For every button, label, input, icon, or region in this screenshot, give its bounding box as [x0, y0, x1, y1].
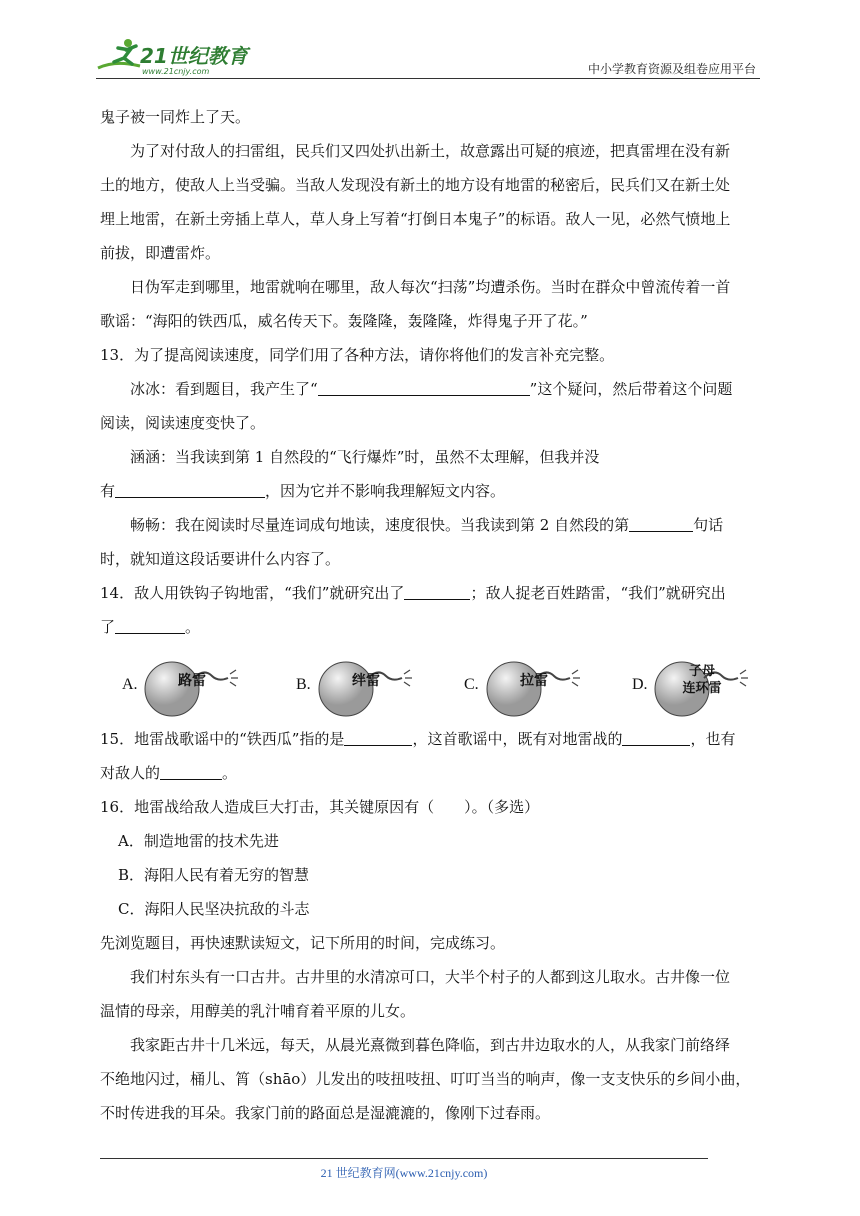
platform-name: 中小学教育资源及组卷应用平台: [587, 62, 756, 76]
option-c[interactable]: [464, 654, 614, 714]
paragraph-line: 不绝地闪过，桶儿、筲（shāo）儿发出的吱扭吱扭、叮叮当当的响声，像一支支快乐的乡间小曲，: [100, 1070, 751, 1088]
paragraph-line: 不时传进我的耳朵。我家门前的路面总是湿漉漉的，像刚下过春雨。: [100, 1104, 551, 1122]
choice-b[interactable]: B．海阳人民有着无穷的智慧: [118, 866, 310, 884]
mine-options-figure: [100, 648, 764, 722]
footer-link[interactable]: 21 世纪教育网(www.21cnjy.com): [320, 1166, 488, 1180]
option-letter: A.: [122, 676, 138, 693]
question-14-stem: [100, 576, 764, 610]
answer-text: 有: [100, 482, 116, 500]
paragraph: 为了对付敌人的扫雷组，民兵们又四处扒出新土，故意露出可疑的痕迹，把真雷埋在没有新: [130, 142, 731, 160]
site-logo: [96, 36, 266, 76]
answer-line-bingbing: [100, 372, 764, 406]
paragraph-line: 时，就知道这段话要讲什么内容了。: [100, 550, 341, 568]
page-header: [96, 34, 760, 80]
answer-blank[interactable]: [160, 759, 222, 780]
answer-text: ”这个疑问，然后带着这个问题: [529, 380, 733, 398]
answer-text: 。: [185, 618, 201, 636]
mine-icon: [142, 658, 272, 718]
option-label: 绊雷: [352, 673, 380, 689]
paragraph: 我家距古井十几米远，每天，从晨光熹微到暮色降临，到古井边取水的人，从我家门前络绎: [130, 1036, 731, 1054]
paragraph-line: 温情的母亲，用醇美的乳汁哺育着平原的儿女。: [100, 1002, 416, 1020]
paragraph-line: 前拔，即遭雷炸。: [100, 244, 221, 262]
answer-text: ；敌人捉老百姓踏雷，“我们”就研究出: [470, 584, 726, 602]
answer-line-hanhan-2: [100, 474, 764, 508]
choice-c[interactable]: C．海阳人民坚决抗敌的斗志: [118, 900, 310, 918]
mine-icon: [652, 658, 782, 718]
answer-line-changchang: [100, 508, 764, 542]
footer-divider: [100, 1158, 708, 1159]
answer-text: 。: [222, 764, 238, 782]
paragraph: 我们村东头有一口古井。古井里的水清凉可口，大半个村子的人都到这儿取水。古井像一位: [130, 968, 731, 986]
question-14-line-2: [100, 610, 764, 644]
answer-text: 对敌人的: [100, 764, 161, 782]
answer-blank[interactable]: [344, 725, 412, 746]
answer-blank[interactable]: [115, 477, 265, 498]
runner-logo-icon: [96, 36, 266, 76]
paragraph-line: 阅读，阅读速度变快了。: [100, 414, 266, 432]
paragraph-line: 歌谣：“海阳的铁西瓜，威名传天下。轰隆隆，轰隆隆，炸得鬼子开了花。”: [100, 312, 588, 330]
option-label-line: 连环雷: [682, 681, 722, 696]
question-16-stem: 16．地雷战给敌人造成巨大打击，其关键原因有（ ）。（多选）: [100, 798, 540, 816]
reading-instruction: 先浏览题目，再快速默读短文，记下所用的时间，完成练习。: [100, 934, 506, 952]
header-divider: [96, 78, 760, 79]
option-letter: B.: [296, 676, 311, 693]
answer-text: 句话: [693, 516, 724, 534]
option-b[interactable]: [296, 654, 446, 714]
answer-line-hanhan: 涵涵：当我读到第 1 自然段的“飞行爆炸”时，虽然不太理解，但我并没: [130, 448, 600, 466]
answer-text: 15．地雷战歌谣中的“铁西瓜”指的是: [100, 730, 345, 748]
svg-text:www.21cnjy.com: www.21cnjy.com: [142, 67, 210, 76]
option-a[interactable]: [122, 654, 272, 714]
option-label-line: 子母: [688, 664, 715, 679]
option-label: 路雷: [178, 673, 206, 689]
choice-a[interactable]: A．制造地雷的技术先进: [118, 832, 279, 850]
mine-icon: [484, 658, 614, 718]
answer-text: ，也有: [690, 730, 736, 748]
answer-text: ，因为它并不影响我理解短文内容。: [265, 482, 506, 500]
option-label: [674, 663, 730, 697]
question-13-stem: 13．为了提高阅读速度，同学们用了各种方法，请你将他们的发言补充完整。: [100, 346, 615, 364]
answer-text: 14．敌人用铁钩子钩地雷，“我们”就研究出了: [100, 584, 405, 602]
mine-icon: [316, 658, 446, 718]
answer-text: 冰冰：看到题目，我产生了“: [130, 380, 318, 398]
paragraph: 日伪军走到哪里，地雷就响在哪里，敌人每次“扫荡”均遭杀伤。当时在群众中曾流传着一首: [130, 278, 731, 296]
paragraph: 鬼子被一同炸上了天。: [100, 108, 251, 126]
answer-blank[interactable]: [115, 613, 185, 634]
answer-text: ，这首歌谣中，既有对地雷战的: [412, 730, 623, 748]
question-15-stem: [100, 722, 764, 756]
option-letter: D.: [632, 676, 648, 693]
answer-text: 畅畅：我在阅读时尽量连词成句地读，速度很快。当我读到第 2 自然段的第: [130, 516, 630, 534]
paragraph-line: 土的地方，使敌人上当受骗。当敌人发现没有新土的地方设有地雷的秘密后，民兵们又在新土处: [100, 176, 731, 194]
answer-blank[interactable]: [622, 725, 690, 746]
paragraph-line: 埋上地雷，在新土旁插上草人，草人身上写着“打倒日本鬼子”的标语。敌人一见，必然气愤地上: [100, 210, 731, 228]
answer-text: 了: [100, 618, 116, 636]
answer-blank[interactable]: [629, 511, 693, 532]
question-15-line-2: [100, 756, 764, 790]
option-label: 拉雷: [520, 673, 548, 689]
option-letter: C.: [464, 676, 479, 693]
document-body: [100, 100, 764, 1130]
answer-blank[interactable]: [404, 579, 470, 600]
answer-blank[interactable]: [318, 375, 530, 396]
option-d[interactable]: [632, 654, 782, 714]
svg-text:21世纪教育: 21世纪教育: [140, 44, 248, 68]
